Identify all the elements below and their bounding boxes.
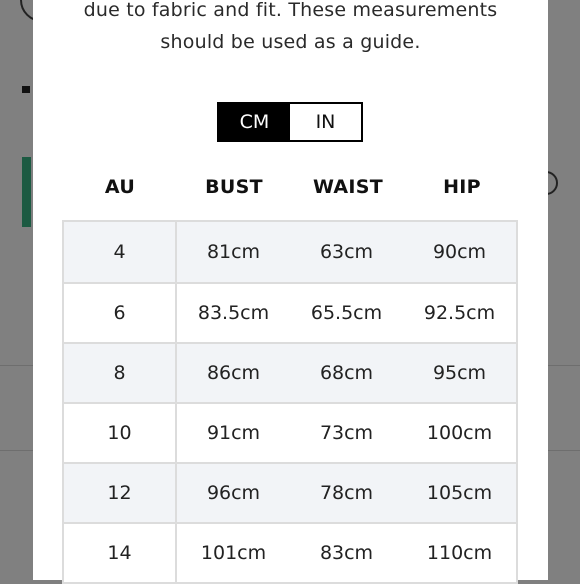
waist-cell: 63cm — [319, 241, 374, 263]
table-row — [64, 222, 516, 282]
size-cell: 6 — [64, 284, 177, 342]
hip-cell: 110cm — [426, 542, 493, 564]
size-cell: 4 — [64, 222, 177, 282]
intro-line: due to fabric and fit. These measurements — [83, 0, 498, 21]
unit-toggle — [217, 102, 363, 142]
waist-cell: 68cm — [319, 362, 374, 384]
bust-cell: 96cm — [206, 482, 261, 504]
column-header-hip: HIP — [443, 176, 481, 198]
waist-cell: 78cm — [319, 482, 374, 504]
bust-cell: 81cm — [206, 241, 261, 263]
size-table — [62, 220, 518, 584]
table-row — [64, 342, 516, 402]
hip-cell: 95cm — [432, 362, 487, 384]
hip-cell: 105cm — [426, 482, 493, 504]
intro-line: should be used as a guide. — [160, 31, 421, 53]
waist-cell: 73cm — [319, 422, 374, 444]
size-cell: 14 — [64, 524, 177, 582]
column-header-waist: WAIST — [312, 176, 384, 198]
size-guide-intro — [33, 0, 548, 58]
size-table-header — [63, 176, 519, 206]
table-row — [64, 462, 516, 522]
hip-cell: 92.5cm — [423, 302, 496, 324]
bust-cell: 83.5cm — [197, 302, 270, 324]
hip-cell: 90cm — [432, 241, 487, 263]
unit-cm-button[interactable]: CM — [219, 104, 290, 140]
column-header-au: AU — [104, 176, 136, 198]
table-row — [64, 402, 516, 462]
size-cell: 12 — [64, 464, 177, 522]
table-row — [64, 522, 516, 582]
column-header-bust: BUST — [205, 176, 263, 198]
table-row — [64, 282, 516, 342]
size-guide-modal — [33, 0, 548, 580]
bust-cell: 91cm — [206, 422, 261, 444]
background-accent-bar — [22, 157, 31, 227]
size-cell: 10 — [64, 404, 177, 462]
hip-cell: 100cm — [426, 422, 493, 444]
waist-cell: 65.5cm — [310, 302, 383, 324]
bust-cell: 86cm — [206, 362, 261, 384]
bust-cell: 101cm — [200, 542, 267, 564]
waist-cell: 83cm — [319, 542, 374, 564]
unit-in-button[interactable]: IN — [290, 104, 361, 140]
background-marker — [22, 86, 30, 93]
size-cell: 8 — [64, 344, 177, 402]
